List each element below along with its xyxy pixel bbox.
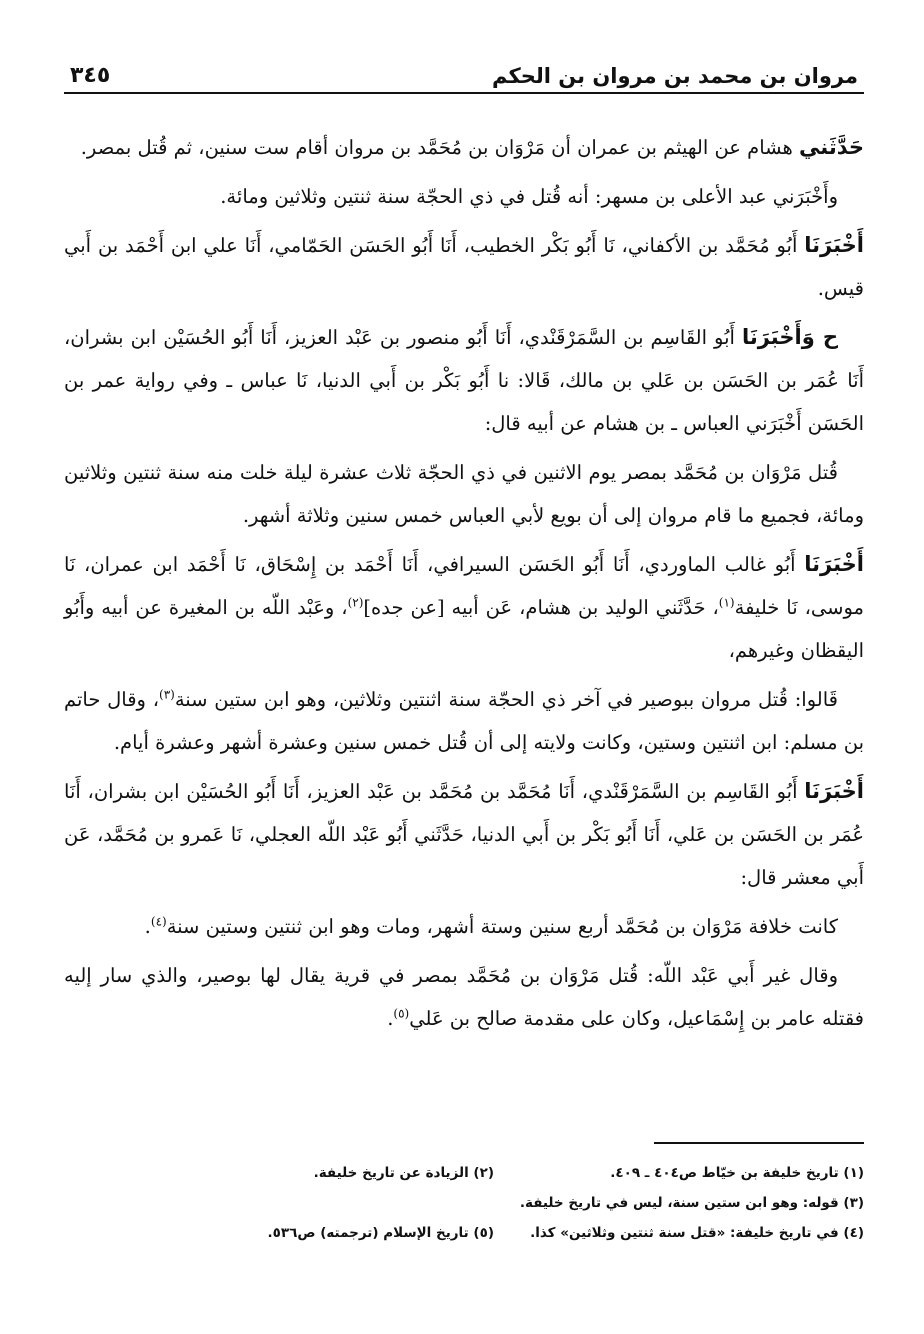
running-title: مروان بن محمد بن مروان بن الحكم: [492, 64, 858, 88]
paragraph-text: أَبُو القَاسِم بن السَّمَرْقَنْدي، أَنَا أَبُو منصور بن عَبْد العزيز، أَنَا أَبُو الحُسَيْن ابن بشران، أَنَا عُمَر بن الحَسَن بن عَلي بن مالك، قَالا: نا أَبُو بَكْر بن أَبي الدنيا، نَا عباس ـ وفي رواية عمر بن الحَسَن أَخْبَرَني العباس ـ بن هشام عن أبيه قال:: [64, 326, 864, 435]
narration-lead: أَخْبَرَنَا: [804, 779, 864, 803]
paragraph-text: قُتل مَرْوَان بن مُحَمَّد بمصر يوم الاثنين في ذي الحجّة ثلاث عشرة ليلة خلت منه سنة ثنتين وثلاثين ومائة، فجميع ما قام مروان إلى أن بويع لأبي العباس خمس سنين وثلاثة أشهر.: [64, 461, 864, 527]
footnote-5: (٥) تاريخ الإسلام (ترجمته) ص٥٣٦.: [267, 1225, 494, 1241]
footnote-3: (٣) قوله: وهو ابن ستين سنة، ليس في تاريخ خليفة.: [519, 1195, 864, 1211]
paragraph: [64, 224, 864, 310]
footnote-marker[interactable]: (١): [718, 595, 735, 610]
footnote-marker[interactable]: (٤): [150, 914, 167, 929]
footnote-2: (٢) الزيادة عن تاريخ خليفة.: [313, 1165, 494, 1181]
paragraph: [64, 316, 864, 445]
paragraph: [64, 543, 864, 672]
footnote-divider: [654, 1142, 864, 1144]
footnote-list: [64, 1158, 864, 1248]
narration-lead: أَخْبَرَنَا: [804, 233, 864, 257]
narration-lead: أَخْبَرَنَا: [804, 552, 864, 576]
paragraph: [64, 175, 864, 218]
paragraph: [64, 905, 864, 948]
paragraph-text: أَبُو غالب الماوردي، أَنَا أَبُو الحَسَن السيرافي، أَنَا أَحْمَد بن إِسْحَاق، نَا أَحْمَد ابن عمران، نَا موسى، نَا خليفة: [64, 553, 864, 619]
footnotes-section: [64, 1142, 864, 1248]
paragraph-text: هشام عن الهيثم بن عمران أن مَرْوَان بن مُحَمَّد بن مروان أقام ست سنين، ثم قُتل بمصر.: [80, 136, 800, 159]
paragraph-text: قَالوا: قُتل مروان ببوصير في آخر ذي الحجّة سنة اثنتين وثلاثين، وهو ابن ستين سنة: [174, 688, 838, 711]
page-number: ٣٤٥: [70, 63, 111, 88]
paragraph-text: أَبُو القَاسِم بن السَّمَرْقَنْدي، أَنَا مُحَمَّد بن مُحَمَّد بن عَبْد العزيز، أَنَا أَبُو الحُسَيْن ابن بشران، أَنَا عُمَر بن الحَسَن بن عَلي، أَنَا أَبُو بَكْر بن أَبي الدنيا، حَدَّثَني أَبُو عَبْد اللّه العجلي، نَا عَمرو بن مُحَمَّد، عَن أَبي معشر قال:: [64, 780, 864, 889]
paragraph-text: ، وقال حاتم بن مسلم: ابن اثنتين وستين، وكانت ولايته إلى أن قُتل خمس سنين وعشرة أشهر وعشرة أيام.: [64, 688, 864, 754]
paragraph: [64, 678, 864, 764]
footnote-marker[interactable]: (٣): [159, 687, 175, 702]
footnote-row: [64, 1158, 864, 1188]
paragraph-text: .: [387, 1007, 394, 1030]
paragraph-text: .: [144, 915, 151, 938]
narration-lead: حَدَّثَني: [799, 135, 864, 159]
paragraph: [64, 954, 864, 1040]
paragraph-text: كانت خلافة مَرْوَان بن مُحَمَّد أربع سنين وستة أشهر، ومات وهو ابن ثنتين وستين سنة: [166, 915, 838, 938]
footnote-marker[interactable]: (٥): [393, 1006, 410, 1021]
paragraph: [64, 126, 864, 169]
footnote-1: (١) تاريخ خليفة بن خيّاط ص٤٠٤ ـ ٤٠٩.: [610, 1165, 864, 1181]
paragraph-text: وأَخْبَرَني عبد الأعلى بن مسهر: أنه قُتل في ذي الحجّة سنة ثنتين وثلاثين ومائة.: [220, 185, 838, 208]
footnote-4: (٤) في تاريخ خليفة: «قتل سنة ثنتين وثلاثين» كذا.: [530, 1225, 864, 1241]
footnote-row: [64, 1218, 864, 1248]
paragraph-text: وقال غير أَبي عَبْد اللّه: قُتل مَرْوَان بن مُحَمَّد بمصر في قرية يقال لها بوصير، والذي سار إليه فقتله عامر بن إِسْمَاعيل، وكان على مقدمة صالح بن عَلي: [64, 964, 864, 1030]
narration-lead: ح وَأَخْبَرَنَا: [741, 325, 838, 349]
paragraph: [64, 770, 864, 899]
paragraph-text: ، وعَبْد اللّه بن المغيرة عن أبيه وأَبُو اليقظان وغيرهم،: [64, 596, 864, 662]
book-page: [64, 44, 864, 1294]
footnote-row: [64, 1188, 864, 1218]
paragraph-text: أَبُو مُحَمَّد بن الأكفاني، نَا أَبُو بَكْر الخطيب، أَنَا أَبُو الحَسَن الحَمّامي، أَنَا علي ابن أَحْمَد بن أَبي قيس.: [64, 234, 864, 300]
main-text: [64, 126, 864, 1040]
paragraph: [64, 451, 864, 537]
page-header: [64, 44, 864, 94]
paragraph-text: ، حَدَّثَني الوليد بن هشام، عَن أبيه [عن جده]: [363, 596, 719, 619]
footnote-marker[interactable]: (٢): [347, 595, 364, 610]
